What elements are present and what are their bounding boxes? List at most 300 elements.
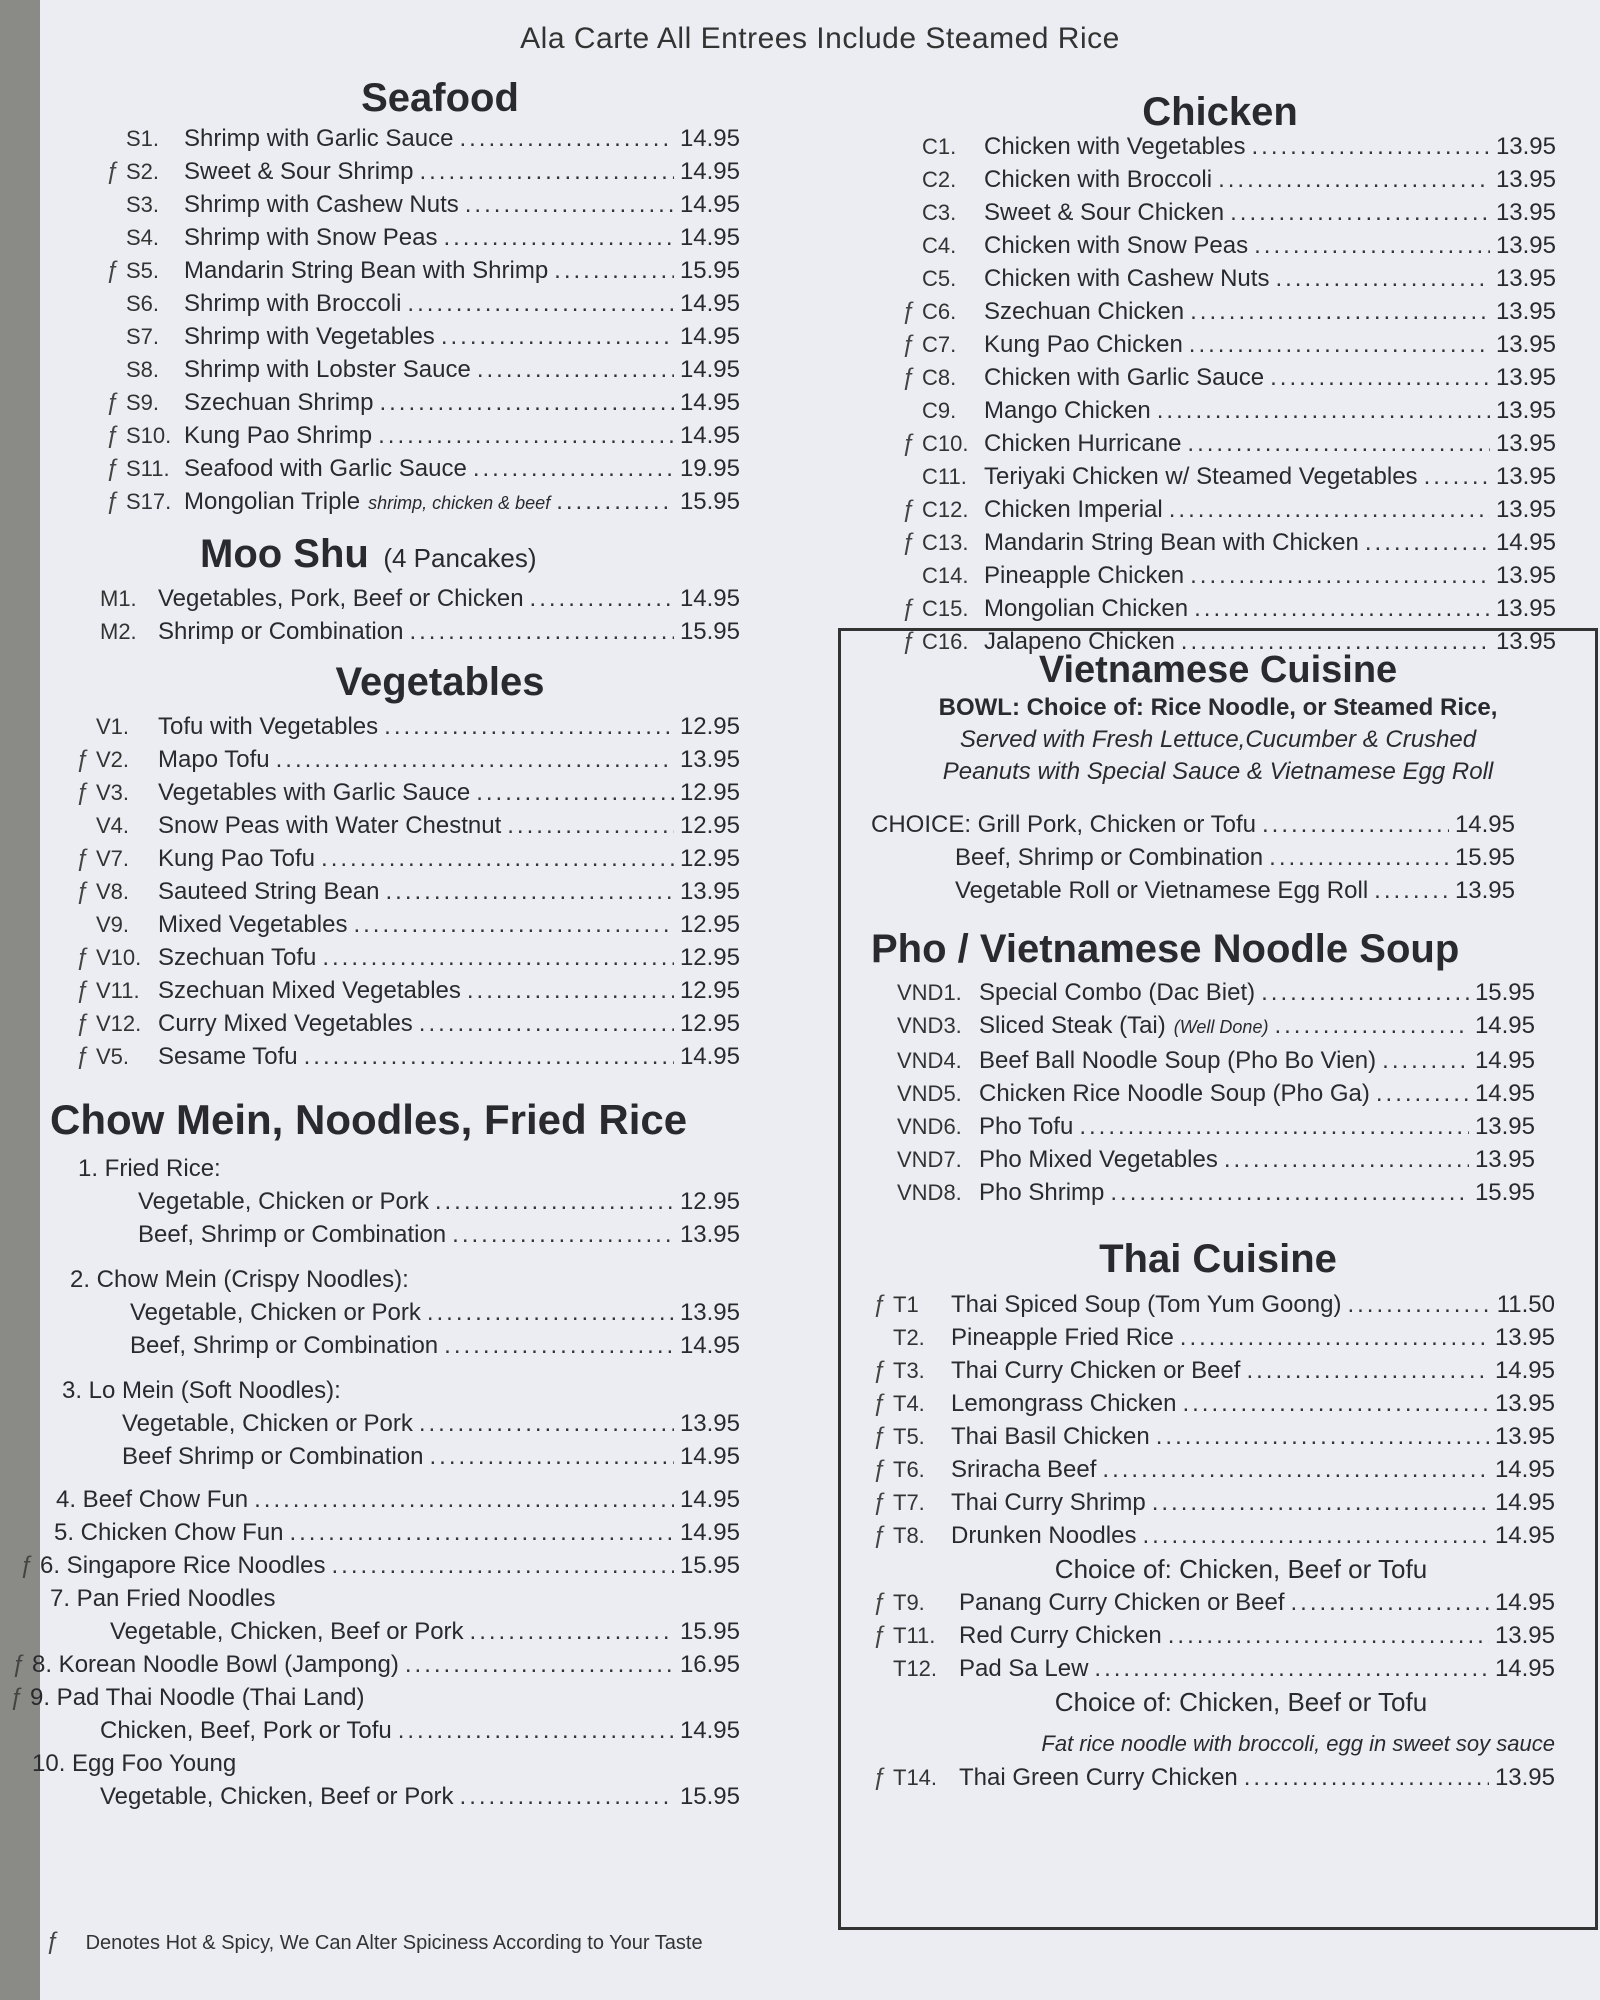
item-code: C15. bbox=[922, 596, 969, 621]
menu-item bbox=[100, 188, 740, 221]
item-name: Sriracha Beef bbox=[951, 1456, 1097, 1483]
item-code: S11. bbox=[126, 456, 170, 481]
item-price: 12.95 bbox=[679, 779, 740, 806]
pepper-icon: ƒ bbox=[902, 496, 916, 523]
pepper-icon: ƒ bbox=[76, 977, 90, 1004]
menu-item bbox=[70, 941, 740, 974]
seafood-title: Seafood bbox=[361, 76, 519, 120]
menu-item bbox=[70, 908, 740, 941]
item-name: Sweet & Sour Chicken bbox=[984, 199, 1225, 226]
vietnamese-thai-box bbox=[838, 628, 1598, 1930]
fried-rice-1: Vegetable, Chicken or Pork ..... 12.95 bbox=[50, 1185, 740, 1218]
item-code: T6. bbox=[893, 1457, 925, 1482]
item-price: 14.95 bbox=[1494, 1489, 1555, 1516]
pepper-icon: ƒ bbox=[12, 1651, 26, 1678]
pepper-icon: ƒ bbox=[106, 422, 120, 449]
item-code: VND6. bbox=[897, 1114, 962, 1139]
bowl-line-2: Served with Fresh Lettuce,Cucumber & Crushed bbox=[959, 726, 1477, 753]
menu-item bbox=[896, 427, 1556, 460]
item-code: M1. bbox=[100, 586, 137, 611]
item-price: 15.95 bbox=[679, 618, 740, 645]
item-price: 13.95 bbox=[1494, 1622, 1555, 1649]
item-code: C10. bbox=[922, 431, 969, 456]
menu-item bbox=[100, 386, 740, 419]
chicken-chow-fun: 5. Chicken Chow Fun ..... 14.95 bbox=[50, 1516, 740, 1549]
item-code: V1. bbox=[96, 714, 130, 739]
footnote-text: Denotes Hot & Spicy, We Can Alter Spiciness According to Your Taste bbox=[85, 1932, 703, 1954]
item-name: Sweet & Sour Shrimp bbox=[184, 158, 414, 185]
item-price: 12.95 bbox=[679, 713, 740, 740]
lo-mein-1: Vegetable, Chicken or Pork ..... 13.95 bbox=[50, 1407, 740, 1440]
item-name: Chicken with Broccoli bbox=[984, 166, 1213, 193]
menu-item bbox=[70, 842, 740, 875]
item-price: 13.95 bbox=[1495, 430, 1556, 457]
pepper-icon: ƒ bbox=[76, 878, 90, 905]
item-code: V11. bbox=[96, 978, 140, 1003]
item-code: V3. bbox=[96, 780, 130, 805]
item-name: Shrimp with Garlic Sauce bbox=[184, 125, 454, 152]
pepper-icon: ƒ bbox=[76, 746, 90, 773]
menu-item bbox=[871, 1077, 1535, 1110]
thai-title: Thai Cuisine bbox=[1099, 1237, 1337, 1281]
menu-item bbox=[100, 485, 740, 520]
chowmein-title: Chow Mein, Noodles, Fried Rice bbox=[50, 1096, 688, 1143]
menu-item bbox=[100, 287, 740, 320]
item-code: S3. bbox=[126, 192, 160, 217]
pepper-icon: ƒ bbox=[873, 1764, 887, 1791]
item-code: V10. bbox=[96, 945, 142, 970]
item-name: Shrimp with Snow Peas bbox=[184, 224, 438, 251]
item-price: 12.95 bbox=[679, 812, 740, 839]
korean-noodle-bowl: ƒ 8. Korean Noodle Bowl (Jampong) ..... 16.95 bbox=[6, 1648, 740, 1681]
item-name: Kung Pao Tofu bbox=[158, 845, 316, 872]
item-code: S9. bbox=[126, 390, 160, 415]
item-code: VND1. bbox=[897, 980, 962, 1005]
menu-item bbox=[100, 254, 740, 287]
item-code: T12. bbox=[893, 1656, 938, 1681]
chow-mein-2: Beef, Shrimp or Combination ..... 14.95 bbox=[50, 1329, 740, 1362]
lo-mein-2: Beef Shrimp or Combination ..... 14.95 bbox=[50, 1440, 740, 1473]
item-code: S2. bbox=[126, 159, 160, 184]
pepper-icon: ƒ bbox=[873, 1456, 887, 1483]
pho-list bbox=[841, 972, 1595, 1209]
item-code: V7. bbox=[96, 846, 130, 871]
item-name: Chicken Hurricane bbox=[984, 430, 1182, 457]
lo-mein-heading: 3. Lo Mein (Soft Noodles): bbox=[62, 1377, 341, 1404]
item-code: C1. bbox=[922, 134, 957, 159]
item-code: C3. bbox=[922, 200, 957, 225]
item-name: Mongolian Triple bbox=[184, 488, 361, 515]
item-code: C8. bbox=[922, 365, 957, 390]
pepper-icon: ƒ bbox=[873, 1423, 887, 1450]
item-price: 13.95 bbox=[1495, 265, 1556, 292]
pho-title: Pho / Vietnamese Noodle Soup bbox=[871, 927, 1460, 971]
vietnamese-choices bbox=[841, 788, 1595, 907]
item-price: 15.95 bbox=[1474, 1179, 1535, 1206]
menu-item bbox=[70, 776, 740, 809]
menu-item bbox=[100, 320, 740, 353]
menu-item bbox=[896, 196, 1556, 229]
menu-item bbox=[896, 262, 1556, 295]
menu-item bbox=[896, 592, 1556, 625]
item-name: Kung Pao Chicken bbox=[984, 331, 1183, 358]
chicken-list bbox=[896, 130, 1556, 658]
mooshu-list bbox=[74, 582, 740, 648]
menu-item bbox=[896, 229, 1556, 262]
spicy-footnote bbox=[40, 1928, 703, 1956]
beef-chow-fun: 4. Beef Chow Fun ..... 14.95 bbox=[50, 1483, 740, 1516]
item-price: 13.95 bbox=[1494, 1324, 1555, 1351]
item-price: 13.95 bbox=[679, 878, 740, 905]
menu-item bbox=[867, 1420, 1555, 1453]
item-price: 13.95 bbox=[1495, 595, 1556, 622]
item-price: 14.95 bbox=[679, 158, 740, 185]
vietnamese-title: Vietnamese Cuisine bbox=[1038, 649, 1398, 691]
item-code: S8. bbox=[126, 357, 160, 382]
thai-list bbox=[841, 1282, 1595, 1794]
bowl-line-3: Peanuts with Special Sauce & Vietnamese Egg Roll bbox=[942, 758, 1494, 785]
menu-item bbox=[70, 875, 740, 908]
item-price: 14.95 bbox=[679, 389, 740, 416]
chow-mein-heading: 2. Chow Mein (Crispy Noodles): bbox=[70, 1266, 409, 1293]
item-price: 14.95 bbox=[1494, 1655, 1555, 1682]
egg-foo-1: Vegetable, Chicken, Beef or Pork ..... 15.95 bbox=[50, 1780, 740, 1813]
item-code: S6. bbox=[126, 291, 160, 316]
item-name: Pineapple Fried Rice bbox=[951, 1324, 1174, 1351]
menu-item bbox=[100, 221, 740, 254]
item-code: M2. bbox=[100, 619, 137, 644]
menu-item bbox=[70, 974, 740, 1007]
menu-item bbox=[871, 1110, 1535, 1143]
item-code: V12. bbox=[96, 1011, 142, 1036]
singapore-noodles: ƒ 6. Singapore Rice Noodles ..... 15.95 bbox=[14, 1549, 740, 1582]
item-name: Mandarin String Bean with Shrimp bbox=[184, 257, 549, 284]
item-name: Jalapeno Chicken bbox=[984, 628, 1175, 655]
item-code: C5. bbox=[922, 266, 957, 291]
item-note: (Well Done) bbox=[1173, 1017, 1269, 1037]
menu-item bbox=[70, 743, 740, 776]
item-name: Sesame Tofu bbox=[158, 1043, 298, 1070]
item-code: VND7. bbox=[897, 1147, 962, 1172]
menu-item bbox=[871, 976, 1535, 1009]
item-name: Snow Peas with Water Chestnut bbox=[158, 812, 502, 839]
item-price: 13.95 bbox=[679, 746, 740, 773]
item-code: C14. bbox=[922, 563, 969, 588]
t12-description: Fat rice noodle with broccoli, egg in sweet soy sauce bbox=[1041, 1731, 1555, 1756]
menu-item bbox=[100, 122, 740, 155]
pepper-icon: ƒ bbox=[76, 845, 90, 872]
item-code: C7. bbox=[922, 332, 957, 357]
item-price: 14.95 bbox=[679, 224, 740, 251]
pepper-icon: ƒ bbox=[873, 1589, 887, 1616]
item-price: 13.95 bbox=[1495, 298, 1556, 325]
menu-header: Ala Carte All Entrees Include Steamed Rice bbox=[520, 22, 1120, 55]
bowl-line-1: BOWL: Choice of: Rice Noodle, or Steamed Rice, bbox=[938, 694, 1498, 721]
item-code: C2. bbox=[922, 167, 957, 192]
item-price: 13.95 bbox=[1495, 331, 1556, 358]
item-name: Shrimp or Combination bbox=[158, 618, 404, 645]
mooshu-heading bbox=[200, 532, 660, 577]
item-name: Shrimp with Cashew Nuts bbox=[184, 191, 459, 218]
item-name: Chicken Rice Noodle Soup (Pho Ga) bbox=[979, 1080, 1370, 1107]
item-name: Beef Ball Noodle Soup (Pho Bo Vien) bbox=[979, 1047, 1377, 1074]
item-name: Sauteed String Bean bbox=[158, 878, 380, 905]
item-code: VND4. bbox=[897, 1048, 962, 1073]
pepper-icon: ƒ bbox=[902, 298, 916, 325]
item-name: Curry Mixed Vegetables bbox=[158, 1010, 413, 1037]
item-code: T7. bbox=[893, 1490, 925, 1515]
item-price: 13.95 bbox=[1495, 364, 1556, 391]
menu-item bbox=[896, 493, 1556, 526]
pepper-icon: ƒ bbox=[873, 1291, 887, 1318]
item-code: S5. bbox=[126, 258, 160, 283]
item-code: S17. bbox=[126, 489, 172, 514]
menu-item bbox=[867, 1453, 1555, 1486]
pepper-icon: ƒ bbox=[902, 529, 916, 556]
choice-3: Vegetable Roll or Vietnamese Egg Roll ..... 13.95 bbox=[871, 874, 1515, 907]
pepper-icon: ƒ bbox=[106, 389, 120, 416]
pepper-icon: ƒ bbox=[902, 430, 916, 457]
item-price: 14.95 bbox=[1494, 1589, 1555, 1616]
item-code: T8. bbox=[893, 1523, 925, 1548]
menu-item bbox=[100, 419, 740, 452]
menu-item bbox=[896, 163, 1556, 196]
item-name: Pho Tofu bbox=[979, 1113, 1074, 1140]
item-code: VND5. bbox=[897, 1081, 962, 1106]
item-price: 12.95 bbox=[679, 845, 740, 872]
item-code: C9. bbox=[922, 398, 957, 423]
item-name: Kung Pao Shrimp bbox=[184, 422, 373, 449]
item-name: Thai Curry Chicken or Beef bbox=[951, 1357, 1241, 1384]
menu-item bbox=[100, 353, 740, 386]
item-name: Thai Basil Chicken bbox=[951, 1423, 1150, 1450]
pepper-icon: ƒ bbox=[902, 331, 916, 358]
menu-item bbox=[896, 394, 1556, 427]
item-name: Teriyaki Chicken w/ Steamed Vegetables bbox=[984, 463, 1418, 490]
menu-item bbox=[867, 1321, 1555, 1354]
menu-item bbox=[896, 361, 1556, 394]
pepper-icon: ƒ bbox=[106, 488, 120, 515]
item-name: Chicken with Cashew Nuts bbox=[984, 265, 1270, 292]
pepper-icon: ƒ bbox=[76, 1010, 90, 1037]
item-price: 13.95 bbox=[1494, 1390, 1555, 1417]
item-price: 14.95 bbox=[1494, 1456, 1555, 1483]
item-code: V5. bbox=[96, 1044, 130, 1069]
pepper-icon: ƒ bbox=[873, 1390, 887, 1417]
item-code: C12. bbox=[922, 497, 969, 522]
item-code: C13. bbox=[922, 530, 969, 555]
item-price: 13.95 bbox=[1495, 232, 1556, 259]
pan-fried-1: Vegetable, Chicken, Beef or Pork ..... 15.95 bbox=[50, 1615, 740, 1648]
pan-fried-heading: 7. Pan Fried Noodles bbox=[50, 1585, 276, 1612]
menu-item bbox=[896, 559, 1556, 592]
item-code: S7. bbox=[126, 324, 160, 349]
pepper-icon: ƒ bbox=[106, 455, 120, 482]
item-price: 13.95 bbox=[1474, 1113, 1535, 1140]
item-name: Szechuan Mixed Vegetables bbox=[158, 977, 461, 1004]
pepper-icon: ƒ bbox=[76, 779, 90, 806]
menu-item bbox=[867, 1619, 1555, 1652]
item-price: 13.95 bbox=[1495, 496, 1556, 523]
item-code: S10. bbox=[126, 423, 172, 448]
item-code: C6. bbox=[922, 299, 957, 324]
menu-item bbox=[871, 1044, 1535, 1077]
menu-item bbox=[70, 1040, 740, 1073]
item-name: Mango Chicken bbox=[984, 397, 1151, 424]
item-name: Shrimp with Broccoli bbox=[184, 290, 402, 317]
item-price: 14.95 bbox=[1494, 1522, 1555, 1549]
menu-item bbox=[70, 710, 740, 743]
item-price: 19.95 bbox=[679, 455, 740, 482]
menu-item bbox=[867, 1519, 1555, 1552]
item-code: V2. bbox=[96, 747, 130, 772]
item-name: Chicken with Snow Peas bbox=[984, 232, 1249, 259]
menu-item bbox=[100, 452, 740, 485]
chowmein-list bbox=[10, 1152, 740, 1813]
item-code: C11. bbox=[922, 464, 967, 489]
pepper-icon: ƒ bbox=[106, 257, 120, 284]
item-name: Pho Shrimp bbox=[979, 1179, 1105, 1206]
item-name: Panang Curry Chicken or Beef bbox=[959, 1589, 1285, 1616]
menu-item bbox=[867, 1387, 1555, 1420]
item-name: Pineapple Chicken bbox=[984, 562, 1185, 589]
chicken-title: Chicken bbox=[1142, 90, 1298, 134]
item-name: Special Combo (Dac Biet) bbox=[979, 979, 1256, 1006]
item-code: T3. bbox=[893, 1358, 925, 1383]
item-code: V9. bbox=[96, 912, 130, 937]
item-name: Szechuan Tofu bbox=[158, 944, 317, 971]
item-name: Shrimp with Vegetables bbox=[184, 323, 435, 350]
item-price: 14.95 bbox=[679, 1043, 740, 1070]
item-code: S4. bbox=[126, 225, 160, 250]
item-name: Sliced Steak (Tai) bbox=[979, 1012, 1166, 1039]
item-name: Mapo Tofu bbox=[158, 746, 270, 773]
item-code: T11. bbox=[893, 1623, 936, 1648]
vegetables-title: Vegetables bbox=[335, 660, 545, 704]
seafood-list bbox=[100, 122, 740, 520]
item-name: Pad Sa Lew bbox=[959, 1655, 1089, 1682]
item-name: Red Curry Chicken bbox=[959, 1622, 1162, 1649]
item-name: Seafood with Garlic Sauce bbox=[184, 455, 467, 482]
item-price: 12.95 bbox=[679, 977, 740, 1004]
item-code: C16. bbox=[922, 629, 969, 654]
item-name: Thai Spiced Soup (Tom Yum Goong) bbox=[951, 1291, 1342, 1318]
item-name: Chicken with Garlic Sauce bbox=[984, 364, 1265, 391]
choice-1: CHOICE: Grill Pork, Chicken or Tofu ..... 14.95 bbox=[871, 808, 1515, 841]
item-price: 14.95 bbox=[679, 356, 740, 383]
item-price: 15.95 bbox=[1474, 979, 1535, 1006]
item-price: 13.95 bbox=[1495, 397, 1556, 424]
menu-item bbox=[871, 1176, 1535, 1209]
item-name: Szechuan Chicken bbox=[984, 298, 1185, 325]
pepper-icon: ƒ bbox=[46, 1928, 60, 1955]
pepper-icon: ƒ bbox=[873, 1489, 887, 1516]
t12-choice: Choice of: Chicken, Beef or Tofu bbox=[1054, 1687, 1428, 1717]
item-price: 11.50 bbox=[1496, 1291, 1555, 1318]
pepper-icon: ƒ bbox=[902, 364, 916, 391]
item-price: 13.95 bbox=[1495, 562, 1556, 589]
menu-item bbox=[896, 295, 1556, 328]
item-name: Pho Mixed Vegetables bbox=[979, 1146, 1218, 1173]
item-code: C4. bbox=[922, 233, 957, 258]
item-price: 14.95 bbox=[1474, 1047, 1535, 1074]
pepper-icon: ƒ bbox=[76, 1043, 90, 1070]
item-price: 14.95 bbox=[679, 323, 740, 350]
pepper-icon: ƒ bbox=[873, 1622, 887, 1649]
pepper-icon: ƒ bbox=[873, 1357, 887, 1384]
item-name: Chicken with Vegetables bbox=[984, 133, 1246, 160]
fried-rice-2: Beef, Shrimp or Combination ..... 13.95 bbox=[50, 1218, 740, 1251]
item-price: 14.95 bbox=[679, 422, 740, 449]
menu-item: ƒ T14. Thai Green Curry Chicken ..... 13.95 bbox=[867, 1761, 1555, 1794]
menu-item bbox=[867, 1288, 1555, 1321]
item-name: Szechuan Shrimp bbox=[184, 389, 374, 416]
item-price: 15.95 bbox=[679, 488, 740, 515]
mooshu-title: Moo Shu bbox=[200, 532, 369, 576]
item-name: Tofu with Vegetables bbox=[158, 713, 379, 740]
menu-item bbox=[871, 1009, 1535, 1044]
item-code: V8. bbox=[96, 879, 130, 904]
item-price: 13.95 bbox=[1474, 1146, 1535, 1173]
menu-item bbox=[867, 1652, 1555, 1685]
item-price: 14.95 bbox=[1495, 529, 1556, 556]
item-note: shrimp, chicken & beef bbox=[368, 493, 551, 513]
item-price: 14.95 bbox=[1474, 1012, 1535, 1039]
item-name: Vegetables, Pork, Beef or Chicken bbox=[158, 585, 524, 612]
menu-item bbox=[896, 460, 1556, 493]
item-code: VND8. bbox=[897, 1180, 962, 1205]
item-price: 13.95 bbox=[1494, 1423, 1555, 1450]
menu-item bbox=[74, 582, 740, 615]
item-name: Drunken Noodles bbox=[951, 1522, 1137, 1549]
menu-page bbox=[10, 0, 1600, 2000]
menu-item bbox=[867, 1354, 1555, 1387]
item-name: Thai Curry Shrimp bbox=[951, 1489, 1146, 1516]
item-name: Vegetables with Garlic Sauce bbox=[158, 779, 471, 806]
item-name: Lemongrass Chicken bbox=[951, 1390, 1177, 1417]
item-code: T1 bbox=[893, 1292, 919, 1317]
item-code: T5. bbox=[893, 1424, 925, 1449]
menu-item bbox=[896, 328, 1556, 361]
pepper-icon: ƒ bbox=[902, 628, 916, 655]
item-price: 13.95 bbox=[1495, 463, 1556, 490]
pepper-icon: ƒ bbox=[10, 1684, 24, 1711]
item-name: Shrimp with Lobster Sauce bbox=[184, 356, 471, 383]
menu-item bbox=[871, 1143, 1535, 1176]
item-price: 12.95 bbox=[679, 1010, 740, 1037]
pad-thai-1: Chicken, Beef, Pork or Tofu ..... 14.95 bbox=[50, 1714, 740, 1747]
item-name: Mandarin String Bean with Chicken bbox=[984, 529, 1359, 556]
item-price: 14.95 bbox=[679, 585, 740, 612]
pad-thai-heading-row: ƒ 9. Pad Thai Noodle (Thai Land) bbox=[4, 1681, 740, 1714]
menu-item bbox=[70, 1007, 740, 1040]
menu-item bbox=[867, 1586, 1555, 1619]
item-price: 13.95 bbox=[1495, 628, 1556, 655]
item-code: T9. bbox=[893, 1590, 925, 1615]
item-code: VND3. bbox=[897, 1013, 962, 1038]
item-price: 13.95 bbox=[1495, 133, 1556, 160]
vegetables-list bbox=[70, 710, 740, 1073]
pepper-icon: ƒ bbox=[76, 944, 90, 971]
menu-item bbox=[896, 130, 1556, 163]
menu-item bbox=[70, 809, 740, 842]
item-price: 13.95 bbox=[1495, 166, 1556, 193]
item-code: S1. bbox=[126, 126, 160, 151]
egg-foo-heading: 10. Egg Foo Young bbox=[32, 1750, 237, 1777]
item-price: 13.95 bbox=[1495, 199, 1556, 226]
choice-2: Beef, Shrimp or Combination ..... 15.95 bbox=[871, 841, 1515, 874]
item-price: 14.95 bbox=[1494, 1357, 1555, 1384]
